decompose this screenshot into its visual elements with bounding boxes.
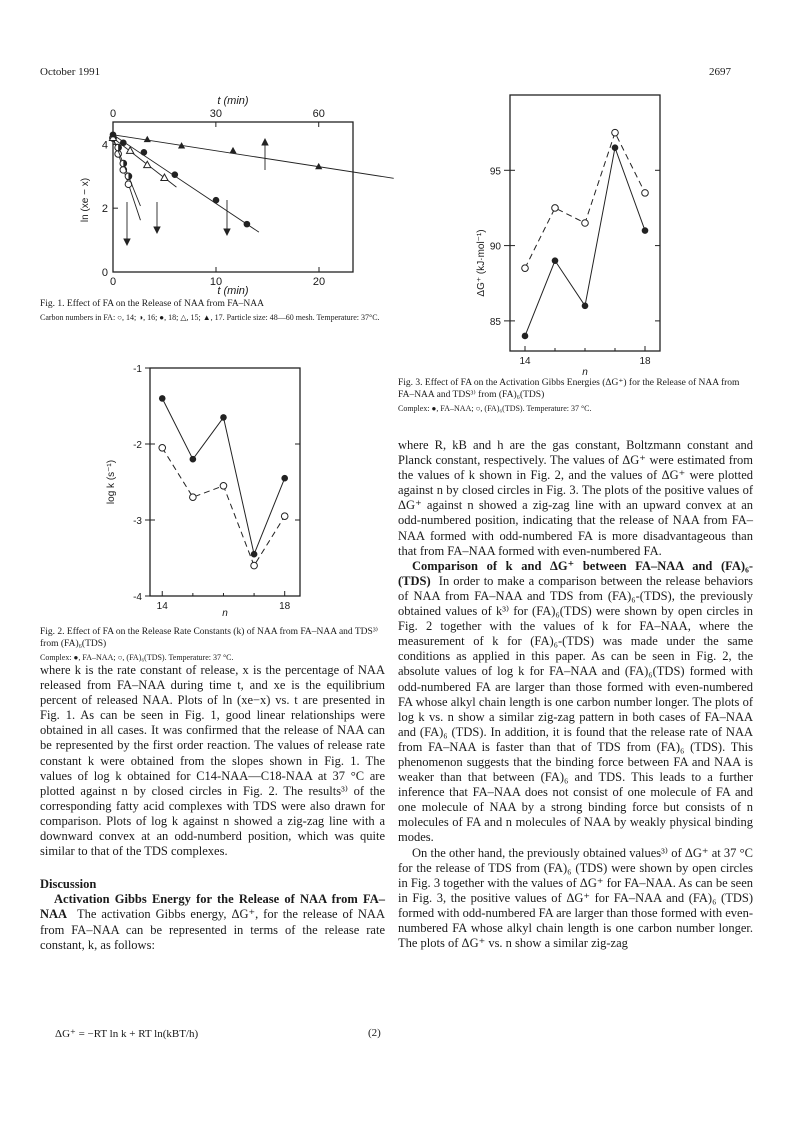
data-point: [220, 414, 227, 421]
figure-3-caption-title: Fig. 3. Effect of FA on the Activation Gibbs Energies (ΔG⁺) for the Release of NAA from FA–NAA and TDS³⁾ from (FA)₆(TDS): [398, 378, 740, 400]
data-point-c18: [244, 221, 251, 228]
data-point: [522, 333, 529, 340]
y-tick-label: -2: [133, 440, 142, 451]
left-column-text: [40, 663, 385, 953]
arrowhead-down-icon: [154, 227, 160, 233]
x-tick-label: 18: [639, 356, 651, 367]
figure-1-caption-sub: Carbon numbers in FA: ○, 14; ◑, 16; ●, 18; △, 15; ▲, 17. Particle size: 48—60 mesh. Temperature: 37°C.: [40, 313, 380, 322]
arrowhead-down-icon: [224, 229, 230, 235]
data-point: [159, 445, 166, 452]
arrowhead-up-icon: [262, 139, 268, 145]
figure-2-chart: [106, 358, 350, 620]
figure-2-caption: [40, 626, 385, 663]
y-tick-label: 95: [489, 166, 501, 178]
top-tick-label: 0: [109, 108, 117, 120]
y-axis-label: log k (s⁻¹): [106, 459, 117, 505]
y-tick-label: -3: [133, 516, 142, 527]
subsection-heading: Comparison of k and ΔG⁺ between FA–NAA and (FA)₆-(TDS): [398, 558, 753, 588]
y-axis-label: ln (xe − x): [80, 177, 91, 223]
top-tick-label: 30: [209, 108, 222, 120]
equation-2: ΔG⁺ = −RT ln k + RT ln(kBT/h): [55, 1028, 199, 1040]
data-point: [251, 551, 258, 558]
y-tick-label: -1: [133, 364, 142, 375]
figure-3-chart: [470, 85, 680, 380]
right-column-text: [398, 438, 753, 951]
data-point: [612, 129, 619, 136]
x-axis-label: n: [582, 367, 588, 378]
data-point-c18: [141, 149, 148, 156]
paragraph: where k is the rate constant of release, x is the percentage of NAA released from FA–NAA during time t, and xe is the equilibrium percent of released NAA. Plots of ln (xe−x) vs. t are presented in Fig. 1. As can be seen in Fig. 1, good linear relationships were obtained in all cases. It was confirmed that the release of NAA can be represented by the first order reaction. The values of release rate constant k were obtained from the slopes shown in Fig. 1. The values of log k obtained for C14-NAA—C18-NAA at 37 °C are plotted against n by closed circles in Fig. 2. The results³⁾ of the corresponding fatty acid complexes with TDS were also drawn for comparison. Plots of log k against n showed a zig-zag line with a downward convex at an odd-numberd position, which was quite similar to that of the TDS complexes.: [40, 663, 385, 859]
data-point: [552, 257, 559, 264]
paragraph: The activation Gibbs energy, ΔG⁺, for the release of NAA from FA–NAA can be represented in terms of the release rate constant, k, as follows:: [40, 907, 385, 952]
data-point: [281, 475, 288, 482]
x-tick-label: 14: [519, 356, 531, 367]
figure-1-caption-title: Fig. 1. Effect of FA on the Release of NAA from FA–NAA: [40, 299, 265, 309]
y-tick-label: 2: [101, 203, 108, 216]
data-point: [522, 265, 529, 272]
data-point: [612, 144, 619, 151]
data-point: [220, 483, 227, 490]
running-header-date: October 1991: [40, 66, 101, 78]
x-tick-label: 10: [209, 276, 223, 288]
equation-number: (2): [368, 1027, 381, 1039]
data-point-c17: [144, 136, 151, 142]
arrowhead-down-icon: [124, 239, 130, 245]
figure-3-caption: [398, 377, 753, 414]
x-tick-label: 14: [156, 601, 168, 612]
data-point: [190, 494, 197, 501]
top-axis-label: t (min): [217, 95, 249, 107]
data-point: [251, 562, 258, 569]
x-tick-label: 20: [312, 276, 326, 288]
plot-frame: [150, 368, 300, 596]
y-tick-label: 0: [101, 267, 108, 279]
paragraph: On the other hand, the previously obtained values³⁾ of ΔG⁺ at 37 °C for the release of TDS from (FA)₆ (TDS) were shown by open circles in Fig. 3 together with the values of ΔG⁺ for FA–NAA. As can be seen in Fig. 3, the positive values of ΔG⁺ for FA–NAA and (FA)₆ (TDS) formed with odd-numbered FA are larger than those formed with even-numbered FA whose alkyl chain length is one carbon number longer. The plots of ΔG⁺ vs. n show a similar zig-zag: [398, 845, 753, 951]
data-point-c18: [213, 197, 220, 204]
data-point: [159, 395, 166, 402]
data-point: [642, 227, 649, 234]
top-tick-label: 60: [312, 108, 325, 120]
y-tick-label: -4: [133, 592, 142, 603]
data-point-c18: [172, 171, 179, 178]
figure-1-chart: [70, 92, 370, 302]
data-point: [190, 456, 197, 463]
figure-2-caption-sub: Complex: ●, FA–NAA; ○, (FA)₆(TDS). Temperature: 37 °C.: [40, 653, 234, 662]
bottom-axis-label: t (min): [217, 285, 249, 297]
section-heading: Discussion: [40, 877, 97, 892]
regression-line-c18: [113, 135, 259, 232]
data-point: [582, 303, 589, 310]
series-line: [525, 133, 645, 269]
y-tick-label: 90: [489, 241, 501, 253]
paragraph: where R, kB and h are the gas constant, Boltzmann constant and Planck constant, respectively. The values of ΔG⁺ were estimated from the values of k shown in Fig. 2, and the values of ΔG⁺ were plotted against n by closed circles in Fig. 3. The plots of the positive values of ΔG⁺ against n showed a zig-zag line with an upward convex at an odd-numbered position, indicating that the release of NAA from FA–NAA formed with odd-numbered FA is more disadvantageous than that from FA–NAA formed with even-numbered FA.: [398, 438, 753, 558]
plot-frame: [113, 122, 353, 272]
subsection-heading: Activation Gibbs Energy for the Release of NAA from FA–NAA: [40, 892, 385, 922]
paragraph: In order to make a comparison between the release behaviors of NAA from FA–NAA and TDS from (FA)₆-(TDS), the previously obtained values of k³⁾ for (FA)₆(TDS) were shown by open circles in Fig. 2 together with the values of k for FA–NAA, where the measurement of k for (FA)₆-(TDS) was made under the same conditions as applied in this paper. As can be seen in Fig. 2, the absolute values of log k for FA–NAA and (FA)₆(TDS) formed with odd-numbered FA are larger than those formed with even-numbered FA whose alkyl chain length is one carbon number longer. The plots of log k vs. n show a similar zig-zag pattern in both cases of FA–NAA and (FA)₆ (TDS). In addition, it is found that the release rate of NAA from FA–NAA is faster than that of TDS from (FA)₆ (TDS). This phenomenon suggests that the binding force between FA and NAA is weaker than that between (FA)₆ and TDS. This leads to a further inference that FA–NAA does not consist of one molecule of FA and one molecule of NAA by a strong binding force but consists of n molecules of FA and n molecules of NAA by weakly physical binding modes.: [398, 573, 753, 845]
data-point: [642, 190, 649, 197]
series-line: [162, 448, 284, 566]
data-point-c18: [120, 139, 127, 146]
data-point: [582, 220, 589, 227]
y-axis-label: ΔG⁺ (kJ·mol⁻¹): [476, 229, 487, 297]
figure-1-caption: [40, 298, 385, 323]
data-point: [552, 205, 559, 212]
figure-2-caption-title: Fig. 2. Effect of FA on the Release Rate Constants (k) of NAA from FA–NAA and TDS³⁾ from (FA)₆(TDS): [40, 627, 378, 649]
data-point-c17: [229, 147, 236, 153]
y-tick-label: 85: [489, 316, 501, 328]
y-tick-label: 4: [101, 139, 108, 152]
x-tick-label: 0: [109, 276, 117, 288]
figure-3-caption-sub: Complex: ●, FA–NAA; ○, (FA)₆(TDS). Temperature: 37 °C.: [398, 404, 592, 413]
x-tick-label: 18: [279, 601, 291, 612]
x-axis-label: n: [222, 608, 228, 619]
regression-line-c17: [113, 135, 394, 179]
page-number: 2697: [709, 66, 731, 78]
data-point-c15: [161, 174, 168, 180]
data-point: [281, 513, 288, 520]
series-line: [162, 398, 284, 554]
